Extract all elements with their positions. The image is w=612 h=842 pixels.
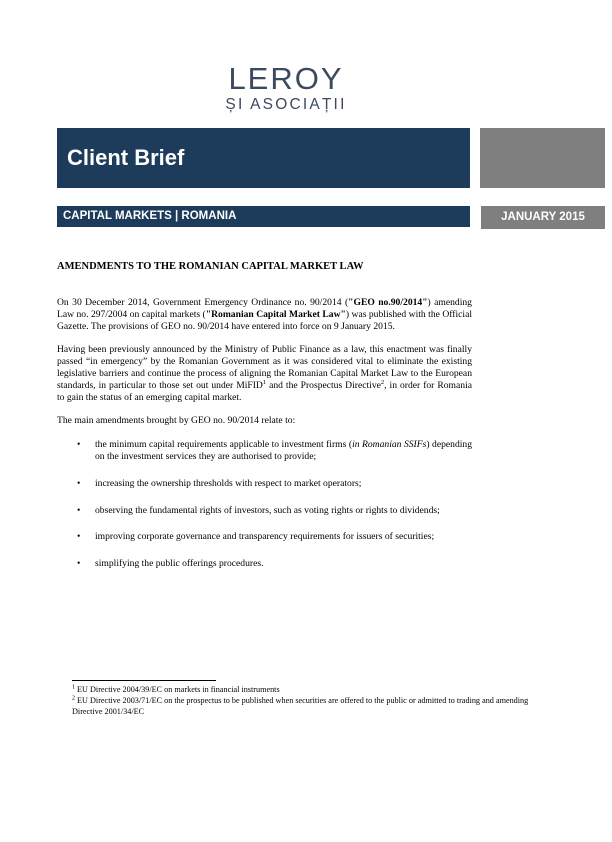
bullet-icon: • — [77, 477, 81, 489]
section-banner: CAPITAL MARKETS | ROMANIA — [57, 206, 470, 227]
amendments-list — [57, 439, 472, 570]
footnote-ref-2[interactable]: 2 — [380, 378, 385, 386]
b4-text: improving corporate governance and transparency requirements for issuers of securities; — [95, 531, 435, 543]
b1-text-a: the minimum capital requirements applicable to investment firms ( — [95, 439, 353, 451]
article-body — [57, 297, 472, 585]
paragraph-1 — [57, 297, 472, 332]
paragraph-3: The main amendments brought by GEO no. 90/2014 relate to: — [57, 415, 296, 427]
logo-main-text: LEROY — [228, 61, 344, 96]
list-item — [57, 558, 472, 570]
p1-term-geo: "GEO no.90/2014" — [348, 297, 428, 308]
footnote-2 — [72, 695, 542, 717]
footnotes — [72, 684, 542, 717]
footnote-ref-1[interactable]: 1 — [262, 378, 267, 386]
bullet-icon: • — [77, 504, 81, 516]
b5-text: simplifying the public offerings procedures. — [95, 558, 264, 570]
client-brief-banner: Client Brief — [57, 128, 470, 188]
list-item — [57, 478, 472, 490]
footnote-2-text: EU Directive 2003/71/EC on the prospectus to be published when securities are offered to the public or admitted to trading and amending Directive 2001/34/EC — [72, 696, 529, 716]
p2-text-b: and the Prospectus Directive — [266, 379, 381, 391]
bullet-icon: • — [77, 531, 81, 543]
footnote-1-number: 1 — [72, 684, 75, 691]
footnote-divider — [72, 680, 216, 681]
p1-text-e: ) was published with the Official Gazette. The provisions of GEO no. 90/2014 have entered into force on 9 January 2015. — [57, 308, 473, 332]
date-badge: JANUARY 2015 — [481, 206, 605, 229]
bullet-icon: • — [77, 439, 81, 451]
b2-text: increasing the ownership thresholds with respect to market operators; — [95, 477, 362, 489]
paragraph-2 — [57, 344, 472, 403]
list-item — [57, 505, 472, 517]
list-item — [57, 531, 472, 543]
p1-text-a: On 30 December 2014, Government Emergency Ordinance no. 90/2014 ( — [57, 297, 349, 308]
p2-text-a: Having been previously announced by the Ministry of Public Finance as a law, this enactment was finally passed “in emergency” by the Romanian Government as it was considered vital to eliminate the existing legislative barriers and continue the process of aligning the Romanian Capital Market Law to the European standards, in particular to those set out under MiFID — [57, 344, 472, 391]
b1-text-em: in Romanian SSIFs — [352, 439, 427, 451]
b3-text: observing the fundamental rights of investors, such as voting rights or rights to dividends; — [95, 504, 440, 516]
footnote-1 — [72, 684, 542, 695]
article-title: AMENDMENTS TO THE ROMANIAN CAPITAL MARKET LAW — [57, 261, 364, 272]
footnote-2-number: 2 — [72, 695, 75, 702]
bullet-icon: • — [77, 558, 81, 570]
list-item — [57, 439, 472, 463]
p1-term-law: "Romanian Capital Market Law" — [205, 308, 346, 320]
logo-sub-text: ȘI ASOCIAȚII — [225, 96, 347, 113]
banner-gray-block — [480, 128, 605, 188]
p1-text-c: ) amending Law no. 297/2004 on capital markets ( — [57, 297, 472, 320]
firm-logo — [200, 62, 372, 114]
b1-text-b: ) depending on the investment services they are authorised to provide; — [95, 439, 472, 462]
footnote-1-text: EU Directive 2004/39/EC on markets in financial instruments — [75, 685, 280, 694]
p2-text-c: , in order for Romania to gain the status of an emerging capital market. — [57, 379, 472, 403]
